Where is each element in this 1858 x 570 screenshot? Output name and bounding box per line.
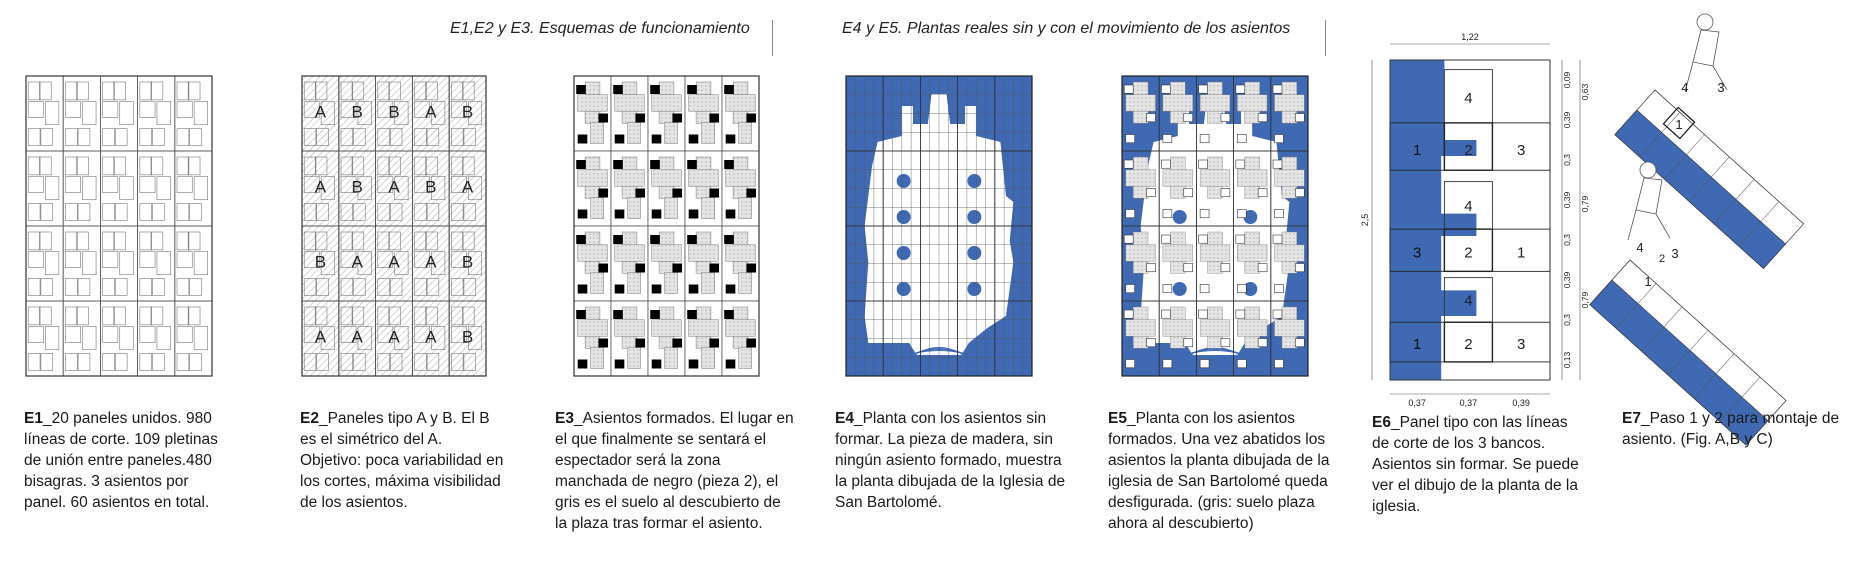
e3-floor [702, 273, 715, 294]
e2-panel-types-grid [302, 76, 486, 376]
e3-floor [665, 198, 678, 219]
e5-seat [1126, 360, 1135, 368]
e5-seat [1200, 210, 1209, 218]
e5-floor [1275, 170, 1305, 187]
e3-floor [615, 95, 645, 112]
e3-seat [578, 135, 588, 144]
e3-seat [689, 360, 699, 369]
e5-seat [1236, 310, 1245, 318]
e5-seat [1237, 360, 1246, 368]
e3-seat [726, 285, 736, 294]
e5-seat [1124, 160, 1133, 168]
e3-seat [576, 310, 586, 319]
e5-seat [1200, 285, 1209, 293]
e7-person-body [1693, 30, 1719, 66]
e3-floor [578, 170, 608, 187]
e3-floor [615, 320, 645, 337]
e2-panel-type-label: A [388, 252, 400, 272]
e3-floor [665, 123, 678, 144]
e7-fig-b-label: 1 [1644, 274, 1652, 289]
e5-floor [1200, 170, 1230, 187]
e6-bottom-dim: 0,39 [1512, 398, 1530, 408]
e6-right-inner-dim: 0,39 [1562, 191, 1572, 209]
e5-floor [1200, 245, 1230, 262]
e3-seat [635, 264, 645, 273]
e6-seat-label: 4 [1464, 89, 1473, 107]
e5-floor [1126, 320, 1156, 337]
e3-seat [615, 135, 625, 144]
e2-panel-type-label: A [314, 327, 327, 347]
e5-seat [1184, 189, 1193, 197]
e2-panel-type-label: B [351, 102, 363, 122]
e3-seat [652, 285, 662, 294]
e5-seat [1200, 135, 1209, 143]
e5-seat [1273, 160, 1282, 168]
e3-floor [739, 198, 752, 219]
caption-e2-text: _Paneles tipo A y B. El B es el simétrico del A. Objetivo: poca variabilidad en los cortes, máxima visibilidad de los asientos. [300, 410, 504, 511]
e3-seat [650, 85, 660, 94]
e5-seat [1126, 210, 1135, 218]
heading-schemes: E1,E2 y E3. Esquemas de funcionamiento [450, 20, 750, 37]
e3-seat [746, 339, 756, 348]
e3-seat [724, 160, 734, 169]
e5-seat [1161, 235, 1170, 243]
e3-floor [615, 245, 645, 262]
e6-seat-label: 1 [1413, 141, 1422, 159]
church-pillar [897, 282, 911, 296]
e3-seat [726, 135, 736, 144]
caption-e7-text: _Paso 1 y 2 para montaje de asiento. (Fig. A,B y C) [1622, 410, 1840, 448]
e3-seat [576, 160, 586, 169]
church-pillar [967, 174, 981, 188]
e3-floor [578, 320, 608, 337]
e2-panel-type-label: A [425, 327, 437, 347]
e5-seat [1237, 135, 1246, 143]
e3-seat [615, 285, 625, 294]
e3-seat [650, 235, 660, 244]
e5-seat [1295, 114, 1304, 122]
e5-seat [1124, 85, 1133, 93]
e3-floor [726, 320, 756, 337]
e6-seat-label: 3 [1517, 336, 1526, 354]
e5-seat [1163, 285, 1172, 293]
e5-seat [1273, 85, 1282, 93]
e3-seat [598, 339, 608, 348]
e3-floor [591, 348, 604, 369]
e5-floor [1163, 95, 1193, 112]
e3-floor [726, 95, 756, 112]
e3-seat [724, 235, 734, 244]
church-pillar [897, 174, 911, 188]
e5-seat [1221, 264, 1230, 272]
e3-seat [672, 264, 682, 273]
caption-e1-text: _20 paneles unidos. 980 líneas de corte. 109 pletinas de unión entre paneles.480 bisagras. 3 asientos por panel. 60 asientos en total. [24, 410, 218, 511]
e5-seat [1237, 210, 1246, 218]
e5-seat [1163, 360, 1172, 368]
e3-seat [598, 264, 608, 273]
e2-panel-type-label: A [388, 177, 400, 197]
e6-seat-label: 2 [1464, 141, 1473, 159]
church-pillar [967, 246, 981, 260]
e5-seat [1295, 189, 1304, 197]
e5-seat [1163, 135, 1172, 143]
e6-right-inner-dim: 0,39 [1562, 111, 1572, 129]
e3-seat [613, 310, 623, 319]
e3-floor [726, 170, 756, 187]
e3-seat [613, 235, 623, 244]
e5-seat [1126, 285, 1135, 293]
e3-floor [652, 245, 682, 262]
e5-floor [1237, 170, 1267, 187]
e3-seat [613, 160, 623, 169]
e3-floor [591, 123, 604, 144]
e6-right-outer-dim: 0,63 [1580, 83, 1590, 101]
e3-floor [689, 320, 719, 337]
caption-e2-code: E2 [300, 410, 319, 427]
church-pillar [897, 246, 911, 260]
e6-right-inner-dim: 0,3 [1562, 314, 1572, 326]
e2-panel-type-label: A [425, 102, 437, 122]
e5-seat [1184, 339, 1193, 347]
caption-e3-text: _Asientos formados. El lugar en el que finalmente se sentará el espectador será la zona manchada de negro (pieza 2), el gris es el suelo al descubierto de la plaza tras formar el asiento. [555, 410, 794, 532]
e6-top-dim: 1,22 [1461, 32, 1479, 42]
e3-floor [665, 273, 678, 294]
caption-e1 [24, 408, 234, 513]
e3-seat [689, 210, 699, 219]
e3-floor [689, 170, 719, 187]
e6-bottom-dim: 0,37 [1408, 398, 1426, 408]
caption-e1-code: E1 [24, 410, 43, 427]
caption-e4-text: _Planta con los asientos sin formar. La pieza de madera, sin ningún asiento formado, muestra la planta dibujada de la Iglesia de San Bartolomé. [835, 410, 1066, 511]
e3-seat [576, 235, 586, 244]
e3-seat [652, 210, 662, 219]
e7-assembly-steps [1590, 14, 1804, 445]
e7-fig-a-label: 4 [1681, 80, 1689, 95]
e5-seat [1199, 235, 1208, 243]
e6-right-inner-dim: 0,39 [1562, 271, 1572, 289]
e2-panel-type-label: A [351, 252, 363, 272]
e5-seat [1163, 210, 1172, 218]
caption-e6-code: E6 [1372, 414, 1391, 431]
e5-seat [1199, 310, 1208, 318]
e6-seat-label: 1 [1517, 244, 1526, 262]
e3-seat [687, 85, 697, 94]
e5-seat [1147, 114, 1156, 122]
e3-seat [709, 189, 719, 198]
e7-fig-a-label: 1 [1675, 117, 1683, 132]
e3-seat [689, 285, 699, 294]
e5-floor [1126, 95, 1156, 112]
e5-seat [1161, 160, 1170, 168]
e2-panel-type-label: A [425, 252, 437, 272]
e3-seat [709, 114, 719, 123]
e4-church-plan-unformed [846, 76, 1032, 376]
e3-seat [615, 360, 625, 369]
e3-floor [615, 170, 645, 187]
e5-floor [1275, 95, 1305, 112]
e2-panel-type-label: B [351, 177, 363, 197]
e6-seat-label: 2 [1464, 244, 1473, 262]
caption-e3-code: E3 [555, 410, 574, 427]
e6-panel-cut-lines [1360, 32, 1590, 408]
e2-panel-type-label: A [461, 177, 474, 197]
e7-person-head [1697, 14, 1713, 30]
e5-seat [1258, 189, 1267, 197]
e2-panel-type-label: B [461, 327, 474, 347]
e2-panel-type-label: B [461, 252, 474, 272]
caption-e2 [300, 408, 505, 513]
church-pillar [967, 282, 981, 296]
caption-e5-text: _Planta con los asientos formados. Una vez abatidos los asientos la planta dibujada de la iglesia de San Bartolomé queda desfigurada. (gris: suelo plaza ahora al descubierto) [1108, 410, 1330, 532]
e5-seat [1236, 160, 1245, 168]
e3-floor [702, 348, 715, 369]
e3-floor [739, 273, 752, 294]
e2-panel-type-label: B [461, 102, 474, 122]
e7-person-legs [1628, 210, 1670, 240]
e7-fig-b-label: 2 [1658, 253, 1666, 265]
e5-floor [1200, 95, 1230, 112]
e2-panel-type-label: A [388, 327, 400, 347]
caption-e3 [555, 408, 795, 534]
e5-seat [1124, 235, 1133, 243]
e3-seat [652, 360, 662, 369]
e3-seat [652, 135, 662, 144]
e3-seat [635, 339, 645, 348]
e5-floor [1126, 170, 1156, 187]
e5-seat [1184, 114, 1193, 122]
e5-floor [1163, 320, 1193, 337]
caption-e5 [1108, 408, 1338, 534]
e6-right-inner-dim: 0,3 [1562, 234, 1572, 246]
e5-seat [1275, 285, 1284, 293]
e5-seat [1273, 235, 1282, 243]
e3-floor [652, 320, 682, 337]
e2-panel-type-label: B [425, 177, 437, 197]
caption-e6-text: _Panel tipo con las líneas de corte de los 3 bancos. Asientos sin formar. Se puede ver el dibujo de la planta de la iglesia. [1372, 414, 1579, 515]
e3-seat [709, 264, 719, 273]
e5-seat [1147, 339, 1156, 347]
e5-seat [1236, 85, 1245, 93]
e5-floor [1275, 320, 1305, 337]
e3-seat [578, 360, 588, 369]
e3-floor [591, 198, 604, 219]
e5-seat [1221, 339, 1230, 347]
e7-fig-a-label: 3 [1717, 80, 1725, 95]
e5-seat [1199, 85, 1208, 93]
e5-floor [1237, 320, 1267, 337]
e5-seat [1258, 339, 1267, 347]
e3-floor [739, 348, 752, 369]
e6-right-inner-dim: 0,09 [1562, 71, 1572, 89]
e3-floor [578, 95, 608, 112]
e3-seat [578, 285, 588, 294]
e3-floor [591, 273, 604, 294]
e3-floor [739, 123, 752, 144]
e5-seat [1258, 114, 1267, 122]
e6-seat-label: 3 [1517, 141, 1526, 159]
e5-seat [1275, 135, 1284, 143]
church-pillar [897, 210, 911, 224]
e3-floor [665, 348, 678, 369]
caption-e7-code: E7 [1622, 410, 1641, 427]
e3-seat [687, 160, 697, 169]
e5-church-plan-formed [1122, 76, 1308, 376]
e3-floor [702, 123, 715, 144]
e5-seat [1147, 264, 1156, 272]
e5-seat [1124, 310, 1133, 318]
e5-seat [1200, 360, 1209, 368]
e7-fig-b-label: 3 [1671, 246, 1679, 261]
heading-separator-left [772, 20, 773, 56]
e5-floor [1237, 95, 1267, 112]
e3-seat [598, 114, 608, 123]
e3-seat [746, 264, 756, 273]
e5-seat [1275, 360, 1284, 368]
e3-floor [726, 245, 756, 262]
e3-floor [628, 348, 641, 369]
e6-church-silhouette [1390, 60, 1476, 380]
e3-seat [615, 210, 625, 219]
e2-panel-type-label: B [388, 102, 400, 122]
caption-e4 [835, 408, 1070, 513]
heading-real-plans: E4 y E5. Plantas reales sin y con el movimiento de los asientos [842, 20, 1291, 37]
e5-seat [1295, 264, 1304, 272]
e3-seat [724, 85, 734, 94]
e3-seat [578, 210, 588, 219]
e3-seat [650, 160, 660, 169]
e6-seat-label: 2 [1464, 336, 1473, 354]
e5-floor [1163, 170, 1193, 187]
e6-seat-label: 1 [1413, 336, 1422, 354]
e2-panel-type-label: A [351, 327, 363, 347]
e3-floor [628, 198, 641, 219]
e5-seat [1273, 310, 1282, 318]
e3-seat [635, 189, 645, 198]
e3-floor [628, 273, 641, 294]
e6-seat-label: 4 [1464, 292, 1473, 310]
e5-floor [1237, 245, 1267, 262]
e3-seat [726, 210, 736, 219]
e3-seat [746, 114, 756, 123]
e3-seat [672, 189, 682, 198]
e3-seat [576, 85, 586, 94]
church-pillar [967, 210, 981, 224]
e3-seat [726, 360, 736, 369]
e3-seat [635, 114, 645, 123]
e3-seat [724, 310, 734, 319]
e3-seat [672, 339, 682, 348]
e3-seat [709, 339, 719, 348]
e6-bottom-dim: 0,37 [1459, 398, 1478, 408]
e7-fig-b-label: 4 [1636, 240, 1644, 255]
caption-e7 [1622, 408, 1842, 450]
e5-seat [1147, 189, 1156, 197]
e5-floor [1200, 320, 1230, 337]
e1-schema-grid [26, 76, 212, 376]
e3-seat [613, 85, 623, 94]
heading-separator-right [1325, 20, 1326, 56]
e6-left-dim: 2,5 [1360, 213, 1370, 227]
e5-seat [1161, 85, 1170, 93]
e3-floor [702, 198, 715, 219]
e6-right-outer-dim: 0,79 [1580, 195, 1590, 213]
e3-seat [687, 310, 697, 319]
e3-seat [598, 189, 608, 198]
e5-floor [1275, 245, 1305, 262]
e2-panel-type-label: A [314, 177, 327, 197]
e5-seat [1126, 135, 1135, 143]
e5-seat [1275, 210, 1284, 218]
e3-seat [746, 189, 756, 198]
e2-panel-type-label: B [314, 252, 327, 272]
caption-e4-code: E4 [835, 410, 854, 427]
e3-seat [687, 235, 697, 244]
e5-floor [1126, 245, 1156, 262]
e7-person-head [1640, 162, 1656, 178]
e3-formed-seats-grid [574, 76, 759, 376]
e5-seat [1237, 285, 1246, 293]
e5-seat [1199, 160, 1208, 168]
e5-seat [1295, 339, 1304, 347]
caption-e6 [1372, 412, 1582, 517]
e5-seat [1161, 310, 1170, 318]
e7-person-body [1636, 178, 1662, 214]
e3-seat [650, 310, 660, 319]
e3-floor [628, 123, 641, 144]
e3-floor [689, 95, 719, 112]
e3-floor [689, 245, 719, 262]
e3-seat [689, 135, 699, 144]
church-pillar [1173, 210, 1187, 224]
e6-seat-label: 4 [1464, 198, 1473, 216]
e2-panel-type-label: A [314, 102, 327, 122]
e6-right-inner-dim: 0,3 [1562, 154, 1572, 166]
e5-seat [1184, 264, 1193, 272]
e6-right-inner-dim: 0,13 [1562, 351, 1572, 369]
church-pillar [1173, 282, 1187, 296]
e5-seat [1221, 114, 1230, 122]
e5-floor [1163, 245, 1193, 262]
e6-seat-label: 3 [1413, 244, 1422, 262]
e6-right-outer-dim: 0,79 [1580, 291, 1590, 309]
e5-seat [1221, 189, 1230, 197]
caption-e5-code: E5 [1108, 410, 1127, 427]
e3-floor [652, 170, 682, 187]
e3-floor [652, 95, 682, 112]
e5-seat [1236, 235, 1245, 243]
e3-seat [672, 114, 682, 123]
e5-seat [1258, 264, 1267, 272]
e3-floor [578, 245, 608, 262]
